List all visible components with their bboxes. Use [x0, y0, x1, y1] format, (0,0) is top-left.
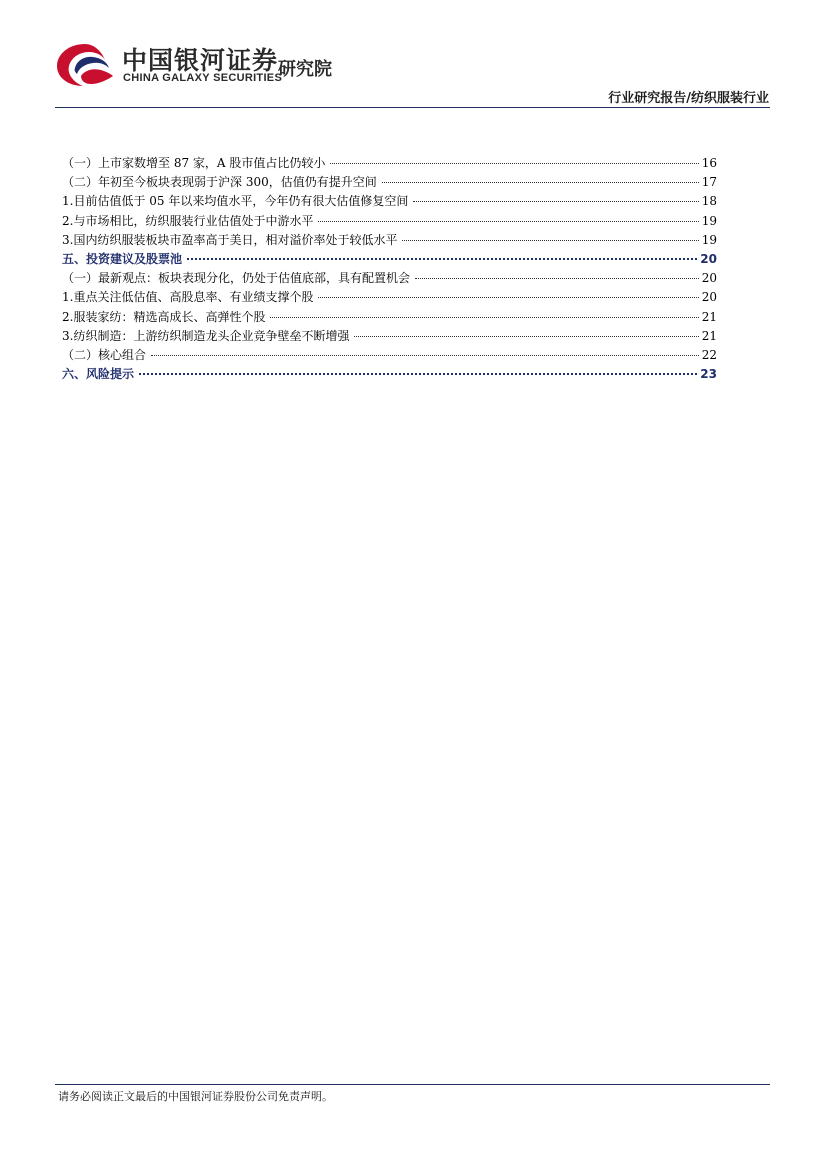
- toc-entry[interactable]: [62, 346, 717, 365]
- brand-name-chinese: 中国银河证券: [122, 46, 279, 75]
- header-divider: [55, 107, 770, 108]
- toc-dot-leader: [415, 278, 699, 279]
- toc-entry-page: 17: [701, 175, 717, 190]
- toc-entry[interactable]: [62, 308, 717, 327]
- toc-entry-page: 21: [701, 328, 717, 343]
- toc-entry-page: 20: [700, 251, 717, 266]
- toc-entry-title: 1.重点关注低估值、高股息率、有业绩支撑个股: [62, 290, 314, 305]
- toc-entry-title: 3.国内纺织服装板块市盈率高于美日，相对溢价率处于较低水平: [62, 232, 398, 247]
- toc-entry-page: 19: [701, 232, 717, 247]
- toc-entry-title: 3.纺织制造：上游纺织制造龙头企业竞争壁垒不断增强: [62, 328, 350, 343]
- toc-entry-title: （一）上市家数增至 87 家，A 股市值占比仍较小: [62, 156, 326, 170]
- toc-entry-title: 2.与市场相比，纺织服装行业估值处于中游水平: [62, 213, 314, 228]
- toc-dot-leader: [318, 297, 698, 298]
- toc-entry-title: 五、投资建议及股票池: [62, 251, 183, 266]
- toc-entry[interactable]: [62, 192, 717, 211]
- toc-entry[interactable]: [62, 231, 717, 250]
- toc-chapter-entry[interactable]: [62, 250, 717, 269]
- footer-divider: [55, 1084, 770, 1085]
- toc-entry-title: 1.目前估值低于 05 年以来均值水平，今年仍有很大估值修复空间: [62, 194, 409, 209]
- toc-dot-leader: [139, 373, 697, 375]
- toc-chapter-entry[interactable]: [62, 365, 717, 384]
- brand-name-english: CHINA GALAXY SECURITIES: [123, 72, 283, 84]
- toc-dot-leader: [187, 258, 697, 260]
- toc-entry-title: （二）年初至今板块表现弱于沪深 300，估值仍有提升空间: [62, 175, 377, 190]
- toc-entry-page: 23: [700, 367, 717, 382]
- toc-entry-page: 19: [701, 213, 717, 228]
- toc-dot-leader: [151, 355, 699, 356]
- report-category: 行业研究报告/纺织服装行业: [608, 91, 769, 106]
- toc-entry[interactable]: [62, 173, 717, 192]
- toc-dot-leader: [413, 201, 698, 202]
- toc-entry-title: 2.服装家纺：精选高成长、高弹性个股: [62, 309, 266, 324]
- toc-dot-leader: [354, 336, 698, 337]
- toc-dot-leader: [382, 182, 699, 183]
- toc-entry[interactable]: [62, 327, 717, 346]
- toc-dot-leader: [318, 221, 698, 222]
- toc-dot-leader: [330, 163, 698, 164]
- footer-disclaimer: 请务必阅读正文最后的中国银河证券股份公司免责声明。: [58, 1090, 333, 1103]
- brand-institute: 研究院: [278, 59, 332, 80]
- toc-dot-leader: [402, 240, 698, 241]
- toc-entry-title: （二）核心组合: [62, 347, 147, 362]
- toc-entry[interactable]: [62, 269, 717, 288]
- toc-entry-page: 18: [701, 194, 717, 209]
- table-of-contents: [62, 154, 717, 384]
- toc-entry-title: 六、风险提示: [62, 367, 135, 382]
- toc-dot-leader: [270, 317, 698, 318]
- toc-entry-page: 20: [701, 271, 717, 286]
- toc-entry-title: （一）最新观点：板块表现分化，仍处于估值底部，具有配置机会: [62, 271, 411, 286]
- toc-entry[interactable]: [62, 288, 717, 307]
- toc-entry-page: 21: [701, 309, 717, 324]
- toc-entry[interactable]: [62, 154, 717, 173]
- toc-entry-page: 20: [701, 290, 717, 305]
- toc-entry[interactable]: [62, 212, 717, 231]
- toc-entry-page: 22: [701, 347, 717, 362]
- toc-entry-page: 16: [701, 156, 717, 170]
- galaxy-logo-icon: [55, 40, 115, 88]
